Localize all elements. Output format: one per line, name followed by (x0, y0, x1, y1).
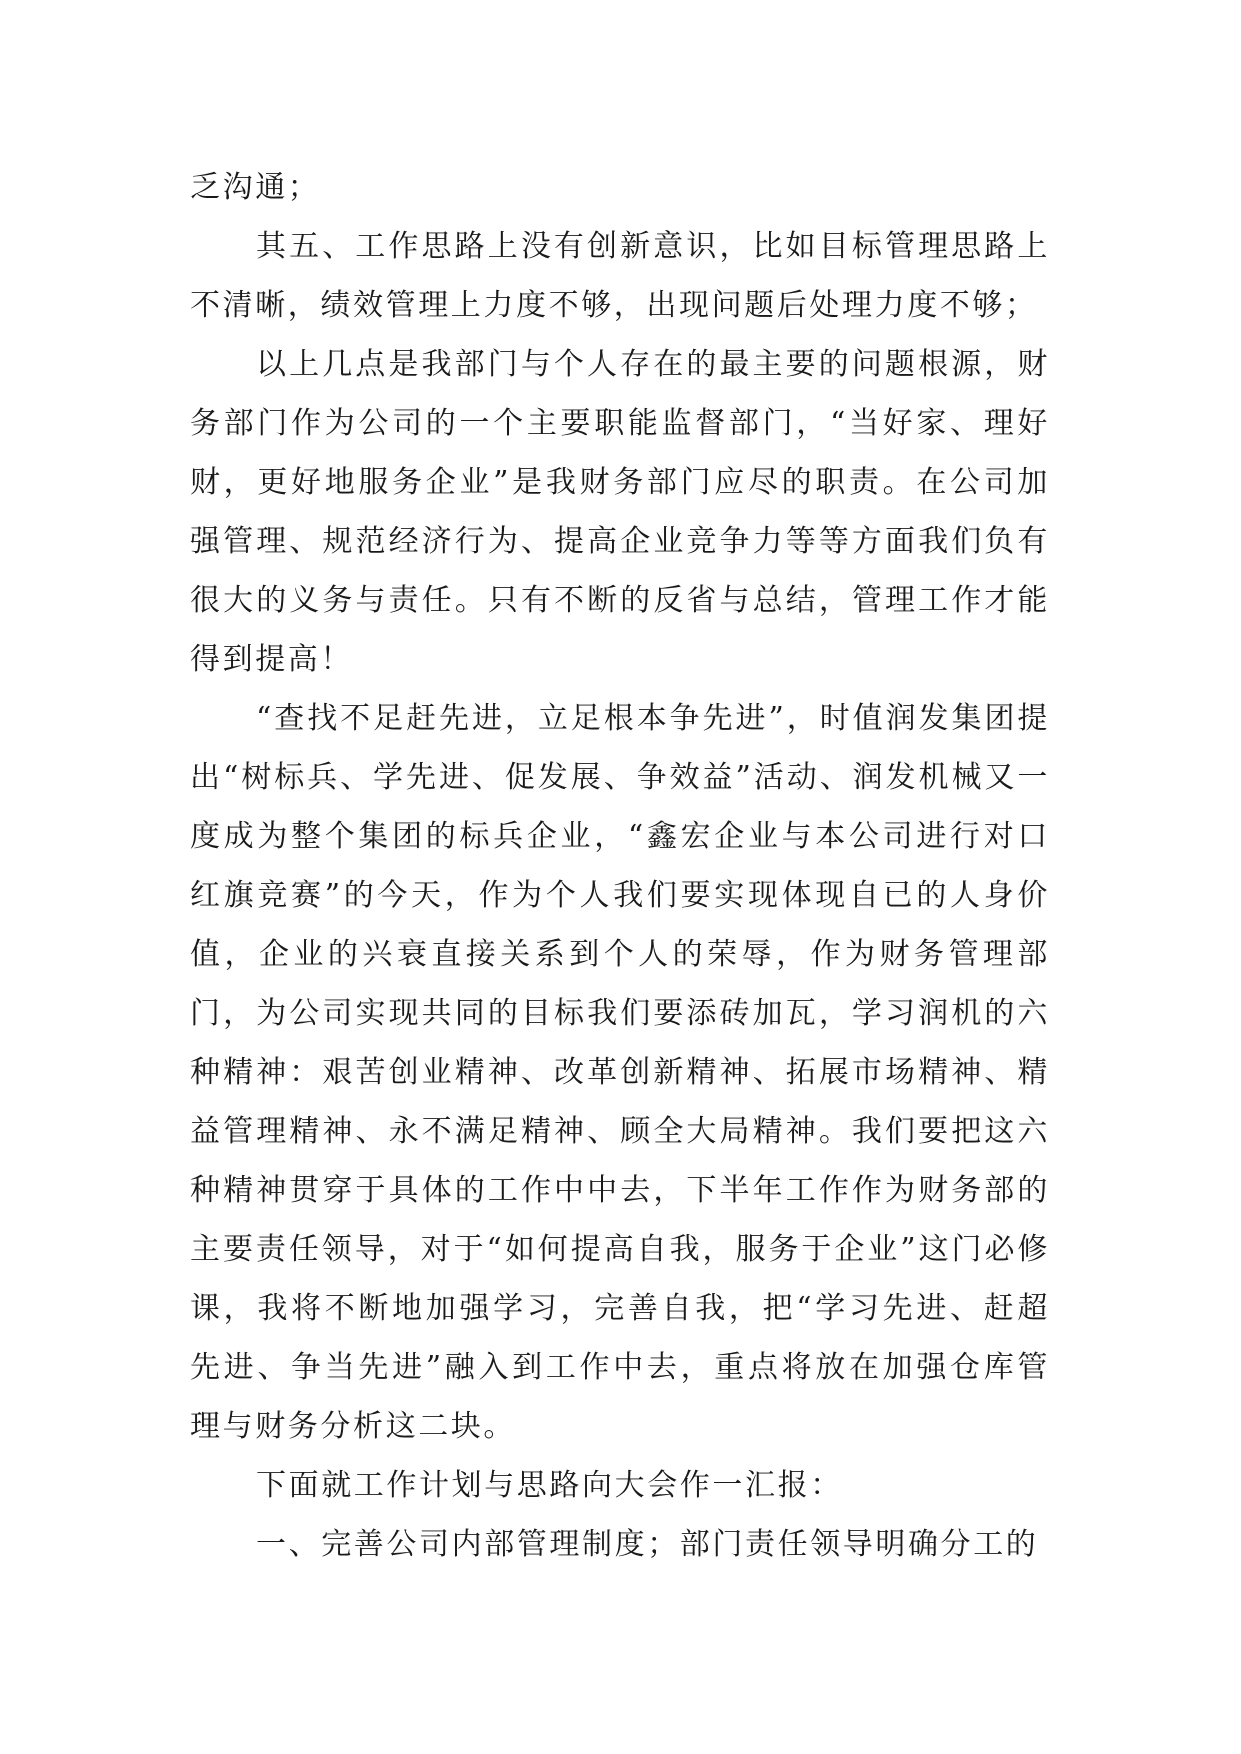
paragraph-2: 其五、工作思路上没有创新意识，比如目标管理思路上不清晰，绩效管理上力度不够，出现问题后处理力度不够； (190, 229, 1050, 323)
paragraph-1: 乏沟通； (190, 170, 321, 205)
document-body (190, 158, 1050, 1574)
paragraph-6: 一、完善公司内部管理制度；部门责任领导明确分工的 (256, 1527, 1039, 1562)
paragraph-4: “查找不足赶先进，立足根本争先进”，时值润发集团提出“树标兵、学先进、促发展、争效益”活动、润发机械又一度成为整个集团的标兵企业，“鑫宏企业与本公司进行对口红旗竞赛”的今天，作为个人我们要实现体现自已的人身价值，企业的兴衰直接关系到个人的荣辱，作为财务管理部门，为公司实现共同的目标我们要添砖加瓦，学习润机的六种精神：艰苦创业精神、改革创新精神、拓展市场精神、精益管理精神、永不满足精神、顾全大局精神。我们要把这六种精神贯穿于具体的工作中中去，下半年工作作为财务部的主要责任领导，对于“如何提高自我，服务于企业”这门必修课，我将不断地加强学习，完善自我，把“学习先进、赶超先进、争当先进”融入到工作中去，重点将放在加强仓库管理与财务分析这二块。 (190, 701, 1050, 1444)
paragraph-3: 以上几点是我部门与个人存在的最主要的问题根源，财务部门作为公司的一个主要职能监督部门，“当好家、理好财，更好地服务企业”是我财务部门应尽的职责。在公司加强管理、规范经济行为、提高企业竞争力等等方面我们负有很大的义务与责任。只有不断的反省与总结，管理工作才能得到提高！ (190, 347, 1050, 677)
paragraph-5: 下面就工作计划与思路向大会作一汇报： (256, 1468, 843, 1503)
